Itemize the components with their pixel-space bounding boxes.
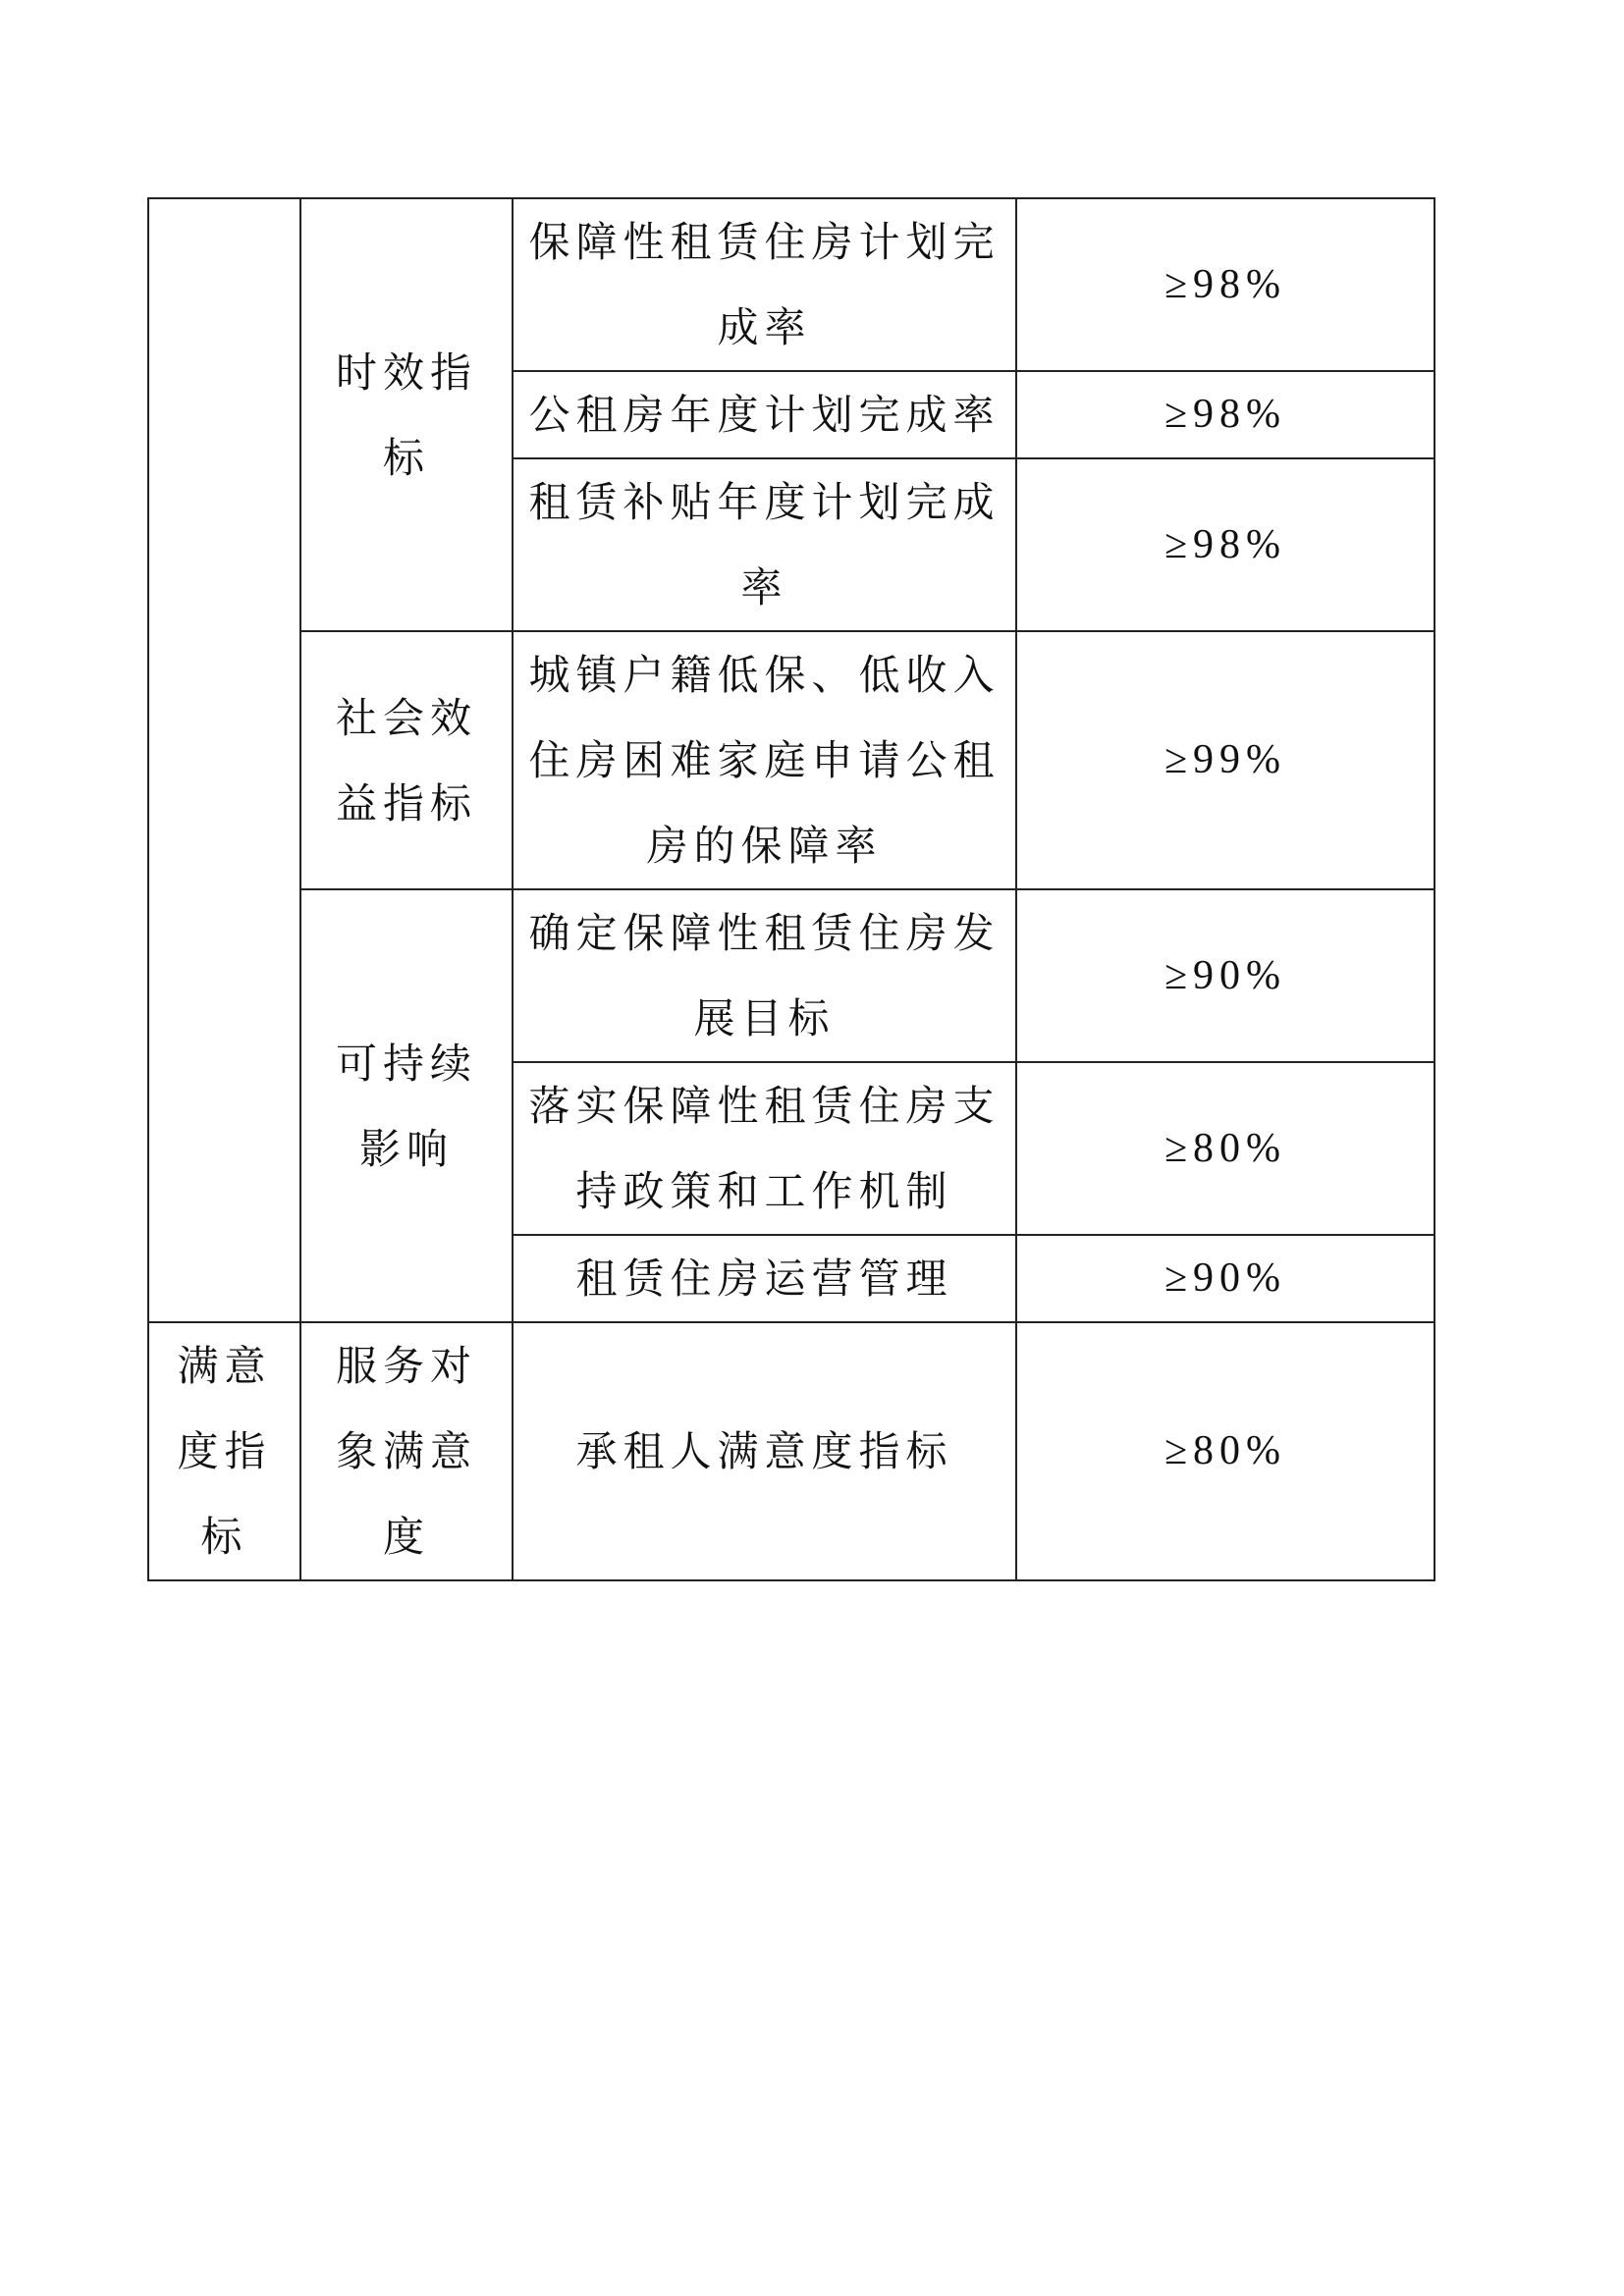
level2-cell-social-benefit: 社会效益指标 xyxy=(300,631,513,889)
level2-cell-sustainability: 可持续影响 xyxy=(300,889,513,1322)
level1-cell-satisfaction: 满意度指标 xyxy=(148,1322,300,1580)
level1-cell-continued xyxy=(148,198,300,1322)
indicator-name-cell: 城镇户籍低保、低收入住房困难家庭申请公租房的保障率 xyxy=(513,631,1016,889)
indicator-name-cell: 确定保障性租赁住房发展目标 xyxy=(513,889,1016,1062)
indicator-name-cell: 保障性租赁住房计划完成率 xyxy=(513,198,1016,371)
indicator-value-cell: ≥80% xyxy=(1016,1062,1435,1235)
indicator-value-cell: ≥98% xyxy=(1016,371,1435,458)
indicator-name-cell: 承租人满意度指标 xyxy=(513,1322,1016,1580)
table-row xyxy=(148,889,1435,1062)
indicator-value-cell: ≥98% xyxy=(1016,198,1435,371)
indicator-name-cell: 租赁补贴年度计划完成率 xyxy=(513,458,1016,631)
table-row xyxy=(148,198,1435,371)
indicator-name-cell: 落实保障性租赁住房支持政策和工作机制 xyxy=(513,1062,1016,1235)
performance-indicator-table xyxy=(147,197,1435,1581)
indicator-name-cell: 公租房年度计划完成率 xyxy=(513,371,1016,458)
indicator-name-cell: 租赁住房运营管理 xyxy=(513,1235,1016,1322)
indicator-value-cell: ≥90% xyxy=(1016,1235,1435,1322)
indicator-value-cell: ≥99% xyxy=(1016,631,1435,889)
indicator-value-cell: ≥90% xyxy=(1016,889,1435,1062)
level2-cell-timeliness: 时效指标 xyxy=(300,198,513,631)
level2-cell-service-satisfaction: 服务对象满意度 xyxy=(300,1322,513,1580)
indicator-value-cell: ≥80% xyxy=(1016,1322,1435,1580)
table-row xyxy=(148,1322,1435,1580)
indicator-value-cell: ≥98% xyxy=(1016,458,1435,631)
table-row xyxy=(148,631,1435,889)
